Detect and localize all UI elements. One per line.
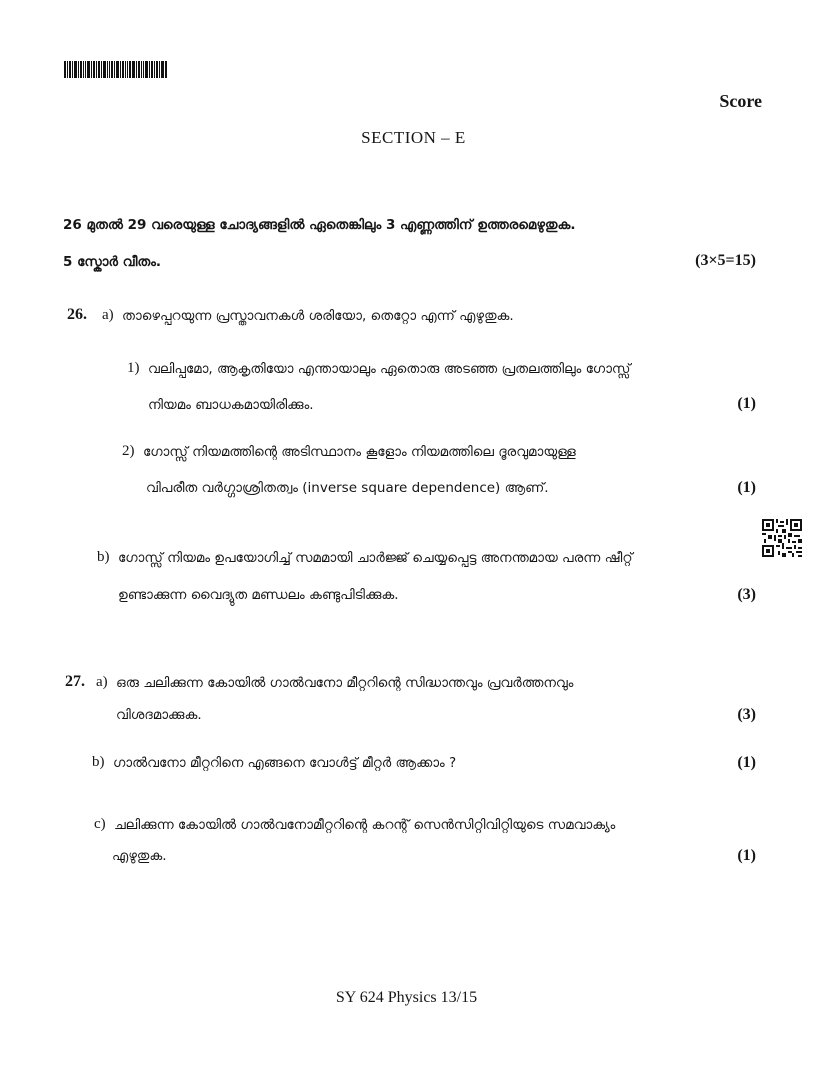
- q26-statement-1-label: 1): [127, 360, 140, 376]
- q27-a-line-2: വിശദമാക്കുക.: [116, 707, 202, 723]
- page-footer: SY 624 Physics 13/15: [335, 989, 478, 1006]
- q26-statement-1-marks: (1): [737, 395, 756, 412]
- q26-statement-1-line-2: നിയമം ബാധകമായിരിക്കും.: [148, 397, 314, 413]
- q27-a-label: a): [96, 674, 108, 690]
- question-number-27: 27.: [65, 673, 85, 690]
- question-number-26: 26.: [67, 306, 87, 323]
- q27-a-line-1: ഒരു ചലിക്കുന്ന കോയിൽ ഗാൽവനോ മീറ്ററിന്റെ സിദ്ധാന്തവും പ്രവർത്തനവും: [116, 675, 574, 691]
- instructions-line-2: 5 സ്കോർ വീതം.: [63, 254, 162, 270]
- q26-statement-2-line-1: ഗോസ്സ് നിയമത്തിന്റെ അടിസ്ഥാനം കൂളോം നിയമത്തിലെ ദൂരവുമായുള്ള: [143, 444, 576, 460]
- q27-c-line-2: എഴുതുക.: [112, 848, 167, 864]
- q26-b-marks: (3): [737, 586, 756, 603]
- q26-b-line-2: ഉണ്ടാക്കുന്ന വൈദ്യുത മണ്ഡലം കണ്ടുപിടിക്കുക.: [118, 587, 399, 603]
- q26-statement-2-label: 2): [122, 443, 135, 459]
- q26-statement-1-line-1: വലിപ്പമോ, ആകൃതിയോ എന്തായാലും ഏതൊരു അടഞ്ഞ പ്രതലത്തിലും ഗോസ്സ്: [148, 361, 631, 377]
- q27-a-marks: (3): [737, 706, 756, 723]
- q26-a-text: താഴെപ്പറയുന്ന പ്രസ്താവനകൾ ശരിയോ, തെറ്റോ എന്ന് എഴുതുക.: [122, 308, 514, 324]
- q26-a-label: a): [102, 307, 114, 323]
- score-label: Score: [719, 91, 762, 111]
- instructions-line-1: 26 മുതൽ 29 വരെയുള്ള ചോദ്യങ്ങളിൽ ഏതെങ്കിലും 3 എണ്ണത്തിന് ഉത്തരമെഴുതുക.: [63, 217, 576, 233]
- q27-c-label: c): [94, 816, 106, 832]
- q26-statement-2-line-2: വിപരീത വർഗ്ഗാശ്രിതത്വം (inverse square dependence) ആണ്.: [146, 480, 549, 496]
- q27-b-marks: (1): [737, 754, 756, 771]
- q27-c-line-1: ചലിക്കുന്ന കോയിൽ ഗാൽവനോമീറ്ററിന്റെ കറന്റ് സെൻസിറ്റിവിറ്റിയുടെ സമവാക്യം: [114, 817, 616, 833]
- instructions-marks: (3×5=15): [695, 252, 756, 269]
- section-title: SECTION – E: [361, 128, 466, 147]
- q26-statement-2-marks: (1): [737, 479, 756, 496]
- qr-code-icon: [762, 519, 802, 557]
- q26-b-line-1: ഗോസ്സ് നിയമം ഉപയോഗിച്ച് സമമായി ചാർജ്ജ് ചെയ്യപ്പെട്ട അനന്തമായ പരന്ന ഷീറ്റ്: [118, 550, 633, 566]
- q27-b-label: b): [92, 754, 105, 770]
- q26-b-label: b): [97, 549, 110, 565]
- q27-b-text: ഗാൽവനോ മീറ്ററിനെ എങ്ങനെ വോൾട്ട് മീറ്റർ ആക്കാം ?: [113, 755, 457, 771]
- barcode-icon: [64, 61, 167, 78]
- q27-c-marks: (1): [737, 847, 756, 864]
